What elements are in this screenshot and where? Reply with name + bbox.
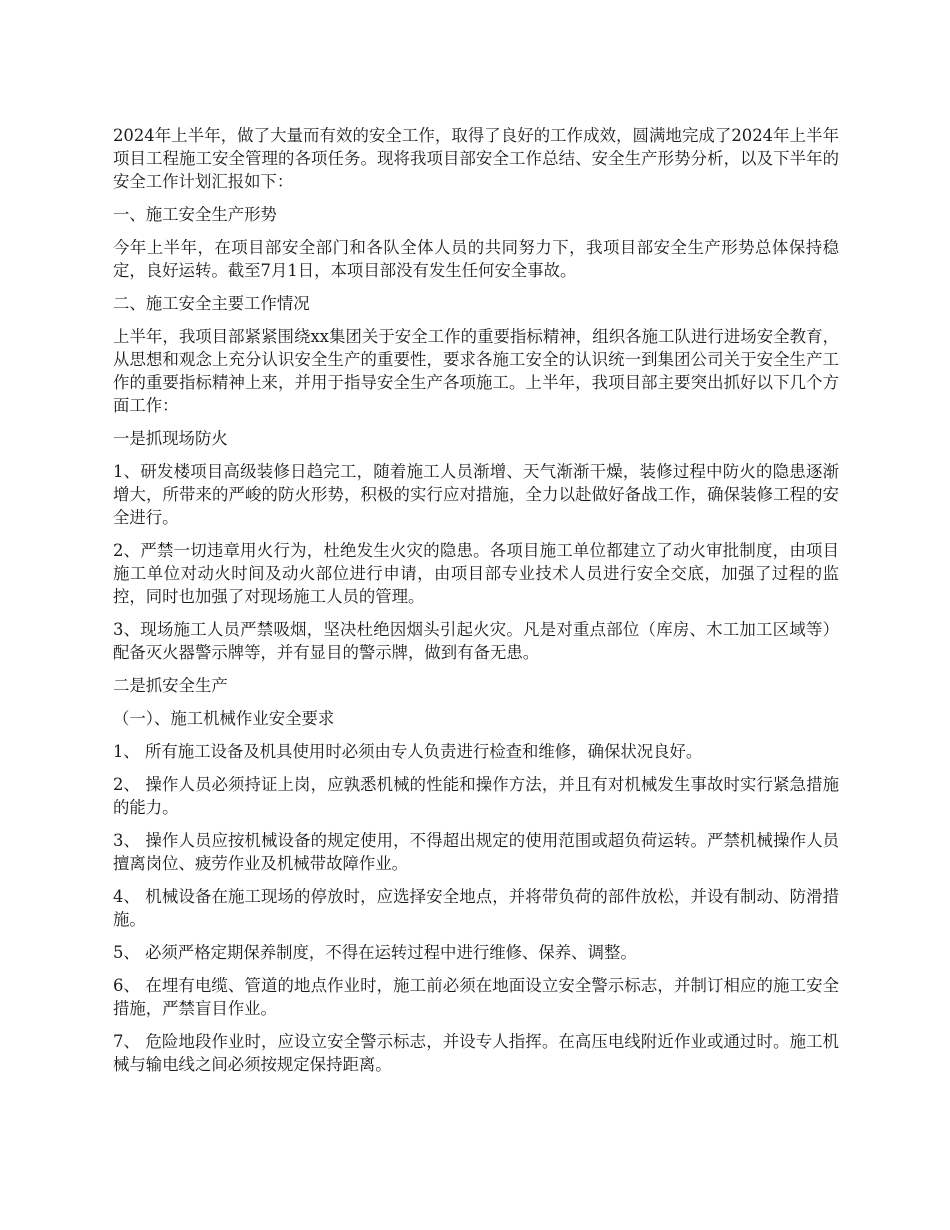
- list-item: 1、研发楼项目高级装修日趋完工，随着施工人员渐增、天气渐渐干燥，装修过程中防火的隐患逐渐增大，所带来的严峻的防火形势，积极的实行应对措施，全力以赴做好备战工作，确保装修工程的安全进行。: [113, 462, 839, 527]
- section-heading-2: 二、施工安全主要工作情况: [113, 294, 310, 313]
- subsection-heading-machinery: （一）、施工机械作业安全要求: [113, 709, 335, 728]
- list-item: 1、 所有施工设备及机具使用时必须由专人负责进行检查和维修，确保状况良好。: [113, 742, 703, 761]
- document-body: [113, 124, 839, 1086]
- subsection-heading-safety: 二是抓安全生产: [113, 676, 228, 695]
- section-heading-1: 一、施工安全生产形势: [113, 205, 277, 224]
- list-item: 4、 机械设备在施工现场的停放时，应选择安全地点，并将带负荷的部件放松，并设有制动、防滑措施。: [113, 887, 839, 929]
- subsection-heading-fire: 一是抓现场防火: [113, 429, 228, 448]
- list-item: 3、 操作人员应按机械设备的规定使用，不得超出规定的使用范围或超负荷运转。严禁机械操作人员擅离岗位、疲劳作业及机械带故障作业。: [113, 831, 839, 873]
- paragraph: 今年上半年，在项目部安全部门和各队全体人员的共同努力下，我项目部安全生产形势总体保持稳定，良好运转。截至7月1日，本项目部没有发生任何安全事故。: [113, 238, 839, 280]
- list-item: 3、现场施工人员严禁吸烟，坚决杜绝因烟头引起火灾。凡是对重点部位（库房、木工加工区域等）配备灭火器警示牌等，并有显目的警示牌，做到有备无患。: [113, 620, 839, 662]
- list-item: 2、 操作人员必须持证上岗，应孰悉机械的性能和操作方法，并且有对机械发生事故时实行紧急措施的能力。: [113, 775, 839, 817]
- list-item: 2、严禁一切违章用火行为，杜绝发生火灾的隐患。各项目施工单位都建立了动火审批制度，由项目施工单位对动火时间及动火部位进行申请，由项目部专业技术人员进行安全交底，加强了过程的监控，同时也加强了对现场施工人员的管理。: [113, 541, 839, 606]
- list-item: 5、 必须严格定期保养制度，不得在运转过程中进行维修、保养、调整。: [113, 943, 637, 962]
- list-item: 7、 危险地段作业时，应设立安全警示标志，并设专人指挥。在高压电线附近作业或通过时。施工机械与输电线之间必须按规定保持距离。: [113, 1032, 839, 1074]
- list-item: 6、 在埋有电缆、管道的地点作业时，施工前必须在地面设立安全警示标志，并制订相应的施工安全措施，严禁盲目作业。: [113, 976, 839, 1018]
- paragraph: 上半年，我项目部紧紧围绕xx集团关于安全工作的重要指标精神，组织各施工队进行进场安全教育，从思想和观念上充分认识安全生产的重要性，要求各施工安全的认识统一到集团公司关于安全生产工作的重要指标精神上来，并用于指导安全生产各项施工。上半年，我项目部主要突出抓好以下几个方面工作：: [113, 327, 839, 415]
- intro-paragraph: 2024年上半年，做了大量而有效的安全工作，取得了良好的工作成效，圆满地完成了2024年上半年项目工程施工安全管理的各项任务。现将我项目部安全工作总结、安全生产形势分析，以及下半年的安全工作计划汇报如下：: [113, 126, 839, 191]
